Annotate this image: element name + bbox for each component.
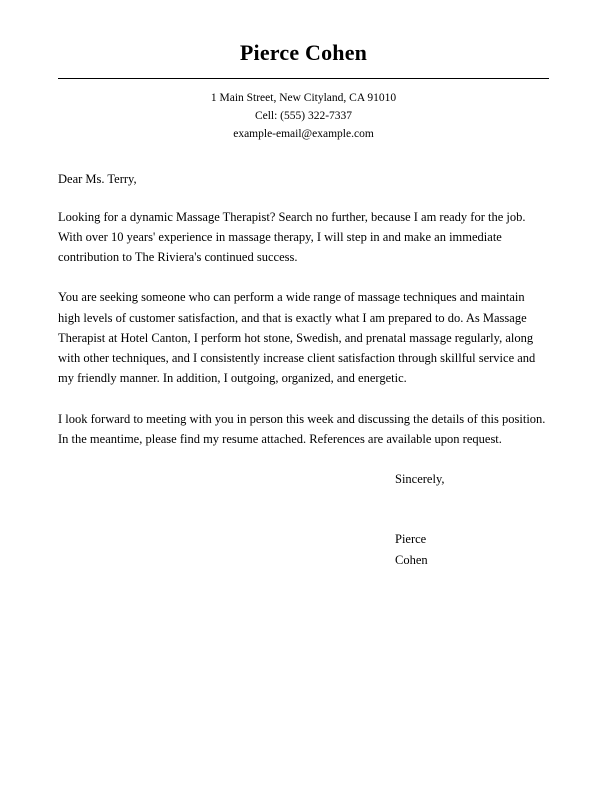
contact-address: 1 Main Street, New Cityland, CA 91010 (210, 92, 397, 105)
signature-last-name: Cohen (395, 552, 428, 567)
signature-first-name: Pierce (395, 532, 427, 547)
contact-email: example-email@example.com (233, 128, 374, 141)
contact-phone: Cell: (555) 322-7337 (254, 110, 353, 123)
letter-body (58, 170, 549, 570)
contact-block (58, 90, 549, 143)
signature-block (58, 529, 549, 570)
body-paragraph-2: You are seeking someone who can perform a wide range of massage techniques and maintain high levels of customer satisfaction, and that is exactly what I am prepared to do. As Massage Therapist at Hotel Canton, I perform hot stone, Swedish, and prenatal massage regularly, along with other techniques, and I consistently increase client satisfaction through skillful service and my friendly manner. In addition, I outgoing, organized, and energetic. (58, 290, 536, 386)
body-paragraph-3: I look forward to meeting with you in person this week and discussing the details of this position. In the meantime, please find my resume attached. References are available upon request. (58, 411, 546, 446)
closing-line: Sincerely, (395, 472, 445, 487)
header-divider (58, 78, 549, 79)
salutation: Dear Ms. Terry, (58, 171, 137, 186)
page-title: Pierce Cohen (239, 40, 368, 65)
body-paragraph-1: Looking for a dynamic Massage Therapist? Search no further, because I am ready for the job. With over 10 years' experience in massage therapy, I will step in and make an immediate contribution to The Riviera's continued success. (58, 209, 526, 265)
